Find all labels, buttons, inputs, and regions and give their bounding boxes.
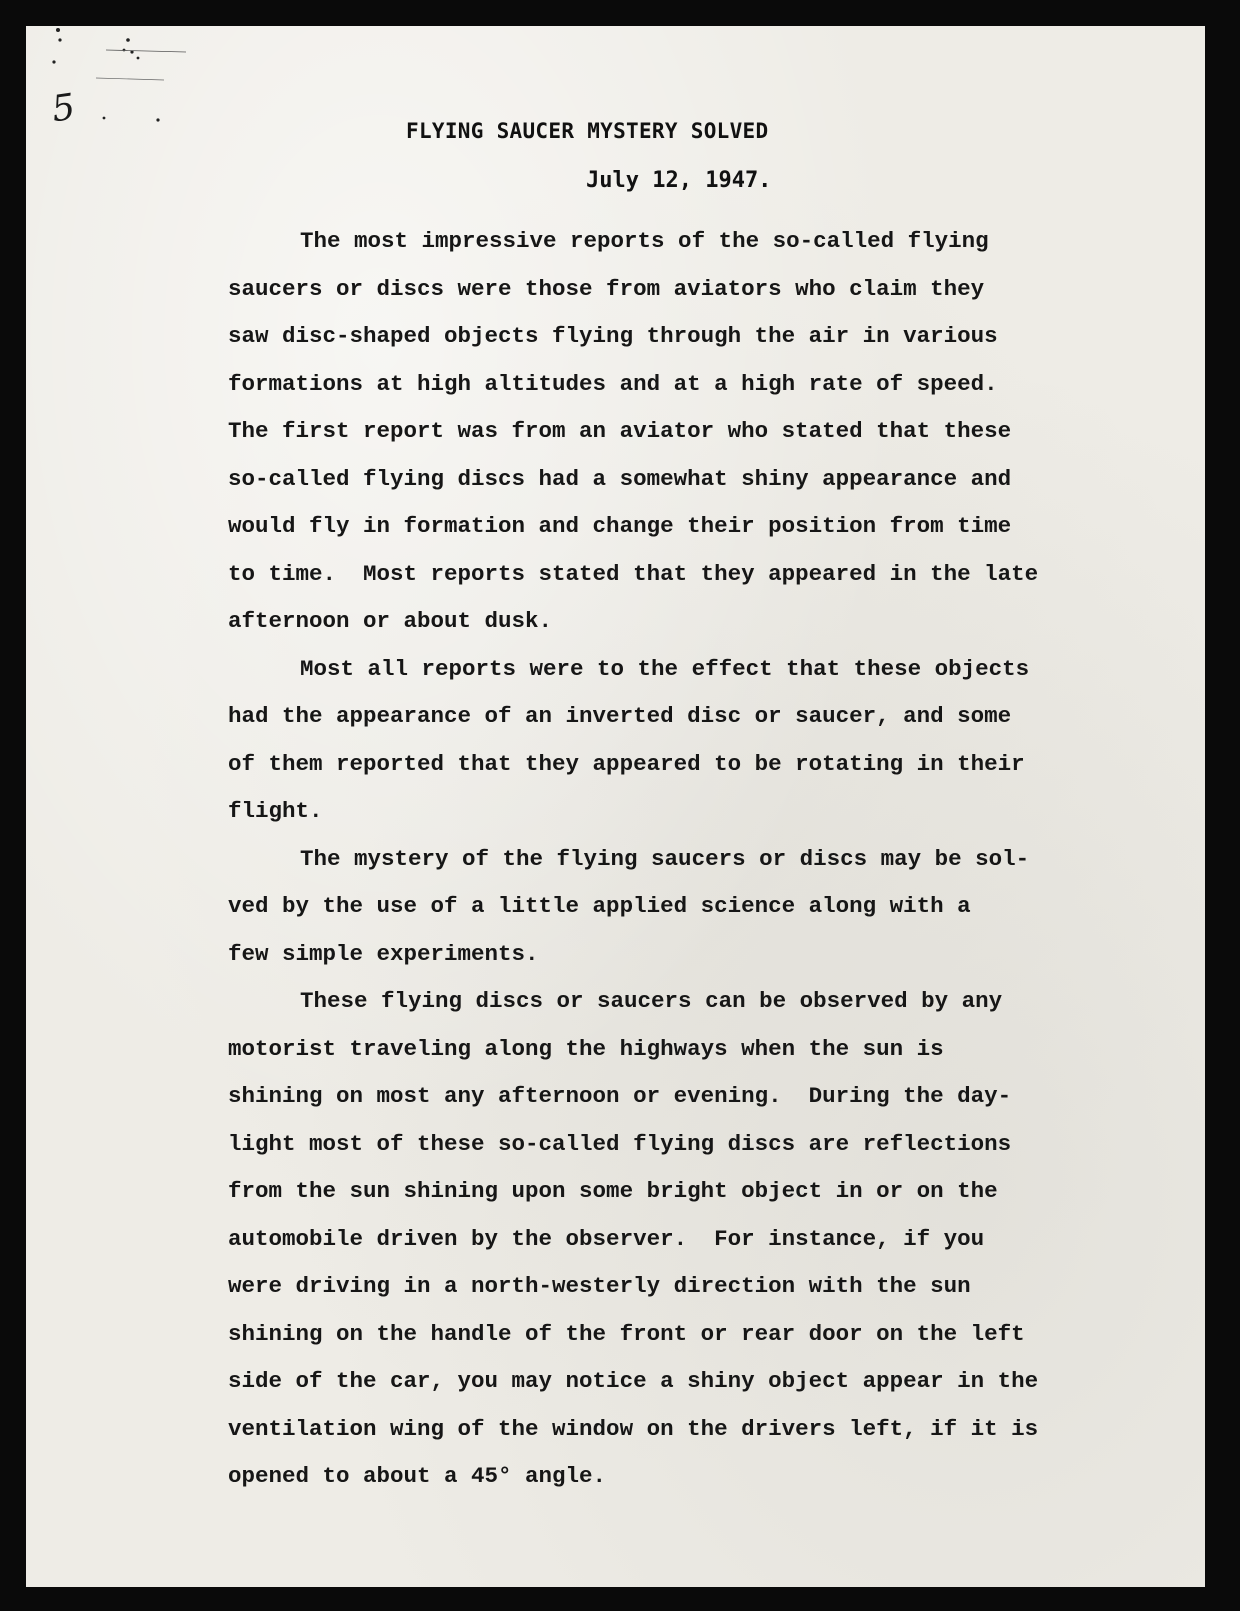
title-text: FLYING SAUCER MYSTERY SOLVED (406, 119, 769, 143)
body-line: motorist traveling along the highways when the sun is (228, 1035, 944, 1062)
body-line: saucers or discs were those from aviators who claim they (228, 275, 985, 302)
document-title (26, 119, 1205, 143)
body-line: Most all reports were to the effect that these objects (300, 655, 1030, 682)
body-line: These flying discs or saucers can be observed by any (300, 988, 1003, 1014)
body-line: afternoon or about dusk. (228, 608, 553, 634)
body-line: formations at high altitudes and at a high rate of speed. (228, 370, 998, 397)
handwritten-page-number: 5 (49, 86, 78, 131)
body-line: ventilation wing of the window on the drivers left, if it is (228, 1415, 1039, 1442)
body-line: to time. Most reports stated that they appeared in the late (228, 560, 1039, 587)
body-line: saw disc-shaped objects flying through the air in various (228, 323, 998, 349)
body-line: shining on the handle of the front or rear door on the left (228, 1320, 1025, 1347)
body-line: so-called flying discs had a somewhat shiny appearance and (228, 465, 1012, 492)
body-line: of them reported that they appeared to be rotating in their (228, 750, 1025, 777)
body-line: few simple experiments. (228, 940, 539, 967)
body-line: The mystery of the flying saucers or discs may be sol- (300, 845, 1030, 872)
body-line: opened to about a 45° angle. (228, 1463, 607, 1489)
body-line: flight. (228, 798, 323, 824)
document-page (26, 26, 1205, 1587)
document-body (228, 218, 1158, 1501)
body-line: automobile driven by the observer. For instance, if you (228, 1225, 985, 1252)
body-line: The first report was from an aviator who stated that these (228, 418, 1012, 444)
document-date: July 12, 1947. (586, 168, 772, 193)
body-line: would fly in formation and change their position from time (228, 513, 1012, 539)
body-line: ved by the use of a little applied science along with a (228, 893, 971, 919)
body-line: shining on most any afternoon or evening. During the day- (228, 1083, 1012, 1109)
body-line: were driving in a north-westerly direction with the sun (228, 1273, 971, 1299)
body-line: had the appearance of an inverted disc or saucer, and some (228, 703, 1012, 729)
body-line: light most of these so-called flying discs are reflections (228, 1130, 1012, 1157)
body-line: side of the car, you may notice a shiny object appear in the (228, 1368, 1039, 1394)
body-line: The most impressive reports of the so-called flying (300, 228, 989, 254)
body-line: from the sun shining upon some bright object in or on the (228, 1178, 998, 1204)
